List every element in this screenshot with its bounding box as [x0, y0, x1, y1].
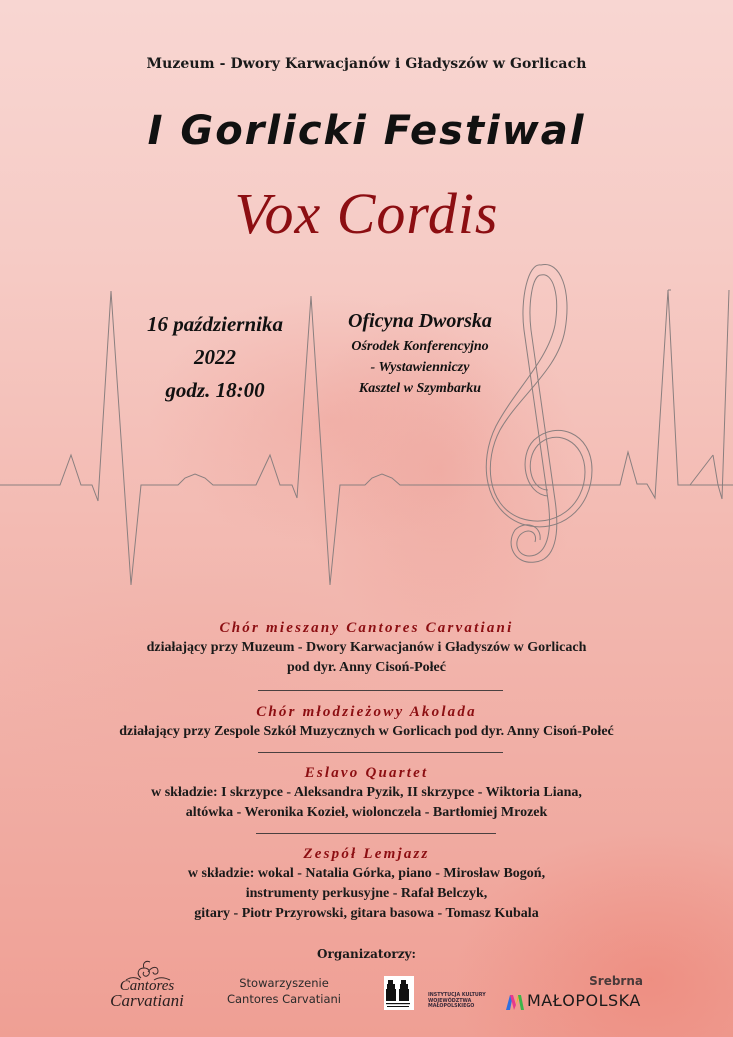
performer-name: Eslavo Quartet: [304, 765, 429, 781]
performer-detail: w składzie: wokal - Natalia Górka, piano - Mirosław Bogoń,: [187, 866, 546, 881]
festival-title: I Gorlicki Festiwal: [147, 108, 586, 154]
performer-cantores: [0, 618, 733, 678]
performer-name: Zespół Lemjazz: [303, 846, 430, 862]
performer-name: Chór młodzieżowy Akolada: [256, 704, 477, 720]
instytucja-kultury-logo: INSTYTUCJA KULTURY WOJEWÓDZTWA MAŁOPOLSKIEGO: [428, 993, 486, 1009]
organizers-label: Organizatorzy:: [317, 947, 416, 961]
venue-line: - Wystawienniczy: [370, 360, 470, 375]
malopolska-name: MAŁOPOLSKA: [527, 991, 641, 1010]
divider: [258, 690, 503, 691]
venue-name: Oficyna Dworska: [348, 310, 492, 332]
performer-detail: działający przy Zespole Szkół Muzycznych w Gorlicach pod dyr. Anny Cisoń-Połeć: [119, 724, 614, 739]
stowarzyszenie-logo: Stowarzyszenie Cantores Carvatiani: [226, 976, 341, 1006]
malopolska-m-icon: [505, 991, 525, 1011]
performer-detail: instrumenty perkusyjne - Rafał Belczyk,: [245, 886, 488, 901]
venue-line: Ośrodek Konferencyjno: [351, 339, 489, 354]
event-date-time: [120, 308, 310, 407]
muzeum-logo: [384, 976, 414, 1010]
cantores-logo-text: Cantores Carvatiani: [110, 978, 184, 1010]
event-time: godz. 18:00: [165, 378, 265, 402]
malopolska-logo: [505, 974, 645, 1014]
performer-detail: pod dyr. Anny Cisoń-Połeć: [287, 660, 446, 675]
cantores-carvatiani-logo: [96, 958, 198, 1014]
performer-detail: gitary - Piotr Przyrowski, gitara basowa - Tomasz Kubala: [194, 906, 539, 921]
performer-eslavo: [0, 763, 733, 823]
venue-line: Kasztel w Szymbarku: [358, 381, 482, 396]
performer-detail: w składzie: I skrzypce - Aleksandra Pyzik, II skrzypce - Wiktoria Liana,: [151, 785, 582, 800]
museum-name: Muzeum - Dwory Karwacjanów i Gładyszów w Gorlicach: [146, 56, 587, 72]
malopolska-srebrna-text: Srebrna: [589, 974, 643, 988]
festival-name: Vox Cordis: [234, 181, 499, 246]
divider: [256, 833, 496, 834]
performer-name: Chór mieszany Cantores Carvatiani: [219, 620, 514, 636]
manor-houses-icon: [384, 976, 414, 1010]
performer-akolada: [0, 702, 733, 742]
performer-detail: działający przy Muzeum - Dwory Karwacjanów i Gładyszów w Gorlicach: [146, 640, 587, 655]
event-year: 2022: [194, 345, 236, 369]
performer-lemjazz: [0, 844, 733, 924]
event-date: 16 października: [147, 312, 283, 336]
performer-detail: altówka - Weronika Kozieł, wiolonczela - Bartłomiej Mrozek: [185, 805, 548, 820]
divider: [258, 752, 503, 753]
event-venue: [315, 306, 525, 399]
